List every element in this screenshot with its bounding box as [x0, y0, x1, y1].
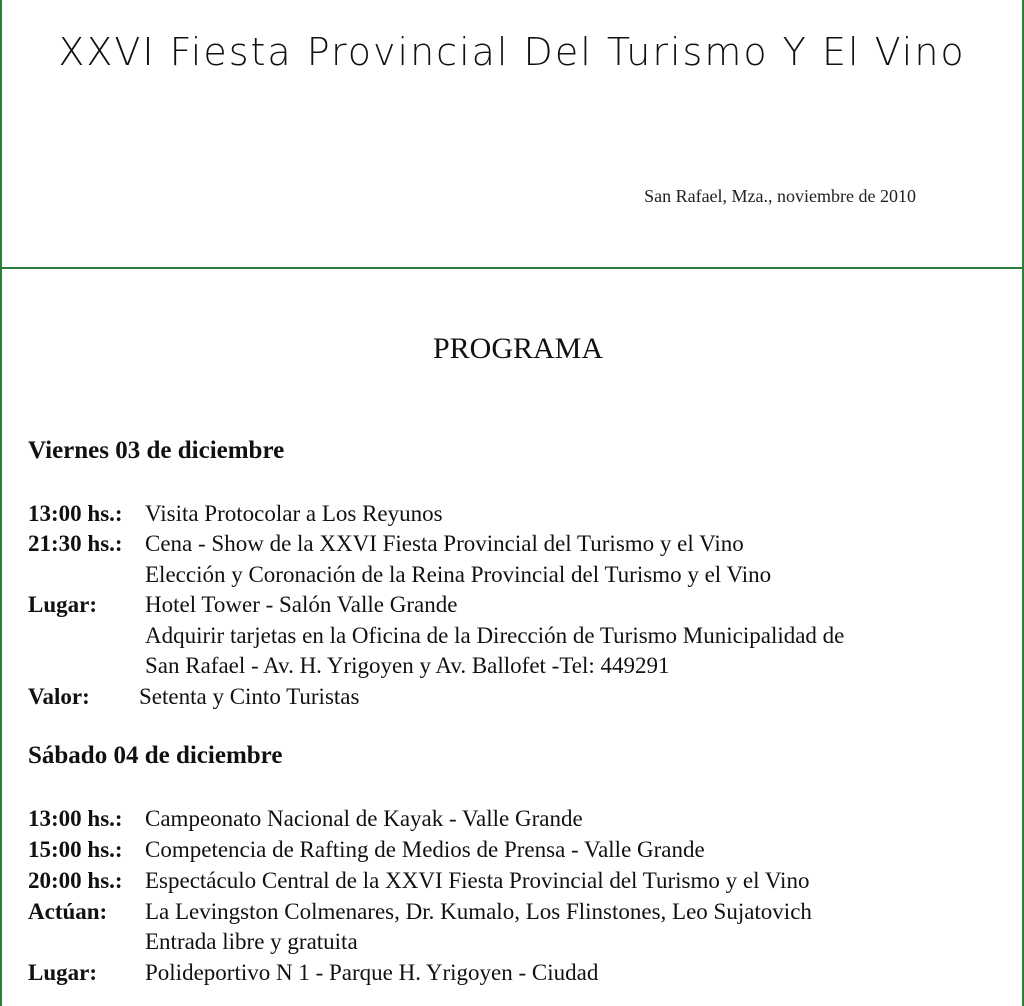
schedule-row [28, 682, 1018, 712]
schedule-row [28, 560, 1018, 590]
left-border [0, 0, 2, 1006]
schedule-row [28, 927, 1018, 957]
day-title-friday: Viernes 03 de diciembre [28, 437, 285, 464]
row-text: Polideportivo N 1 - Parque H. Yrigoyen - Ciudad [145, 960, 599, 985]
schedule-row [28, 499, 1018, 529]
row-text: Campeonato Nacional de Kayak - Valle Grande [145, 806, 583, 831]
day-title-saturday: Sábado 04 de diciembre [28, 742, 283, 769]
row-label: 15:00 hs.: [28, 837, 123, 862]
row-text: Cena - Show de la XXVI Fiesta Provincial del Turismo y el Vino [145, 531, 744, 556]
row-text: San Rafael - Av. H. Yrigoyen y Av. Ballofet -Tel: 449291 [145, 653, 670, 678]
row-text: Espectáculo Central de la XXVI Fiesta Provincial del Turismo y el Vino [145, 868, 810, 893]
row-text: Elección y Coronación de la Reina Provincial del Turismo y el Vino [145, 562, 772, 587]
row-label: Valor: [28, 684, 90, 709]
row-text: Entrada libre y gratuita [145, 929, 358, 954]
row-label: Lugar: [28, 960, 97, 985]
program-heading: PROGRAMA [432, 332, 604, 365]
row-text: Adquirir tarjetas en la Oficina de la Dirección de Turismo Municipalidad de [145, 623, 845, 648]
row-text: Setenta y Cinto Turistas [139, 684, 360, 709]
schedule-row [28, 529, 1018, 559]
schedule-row [28, 621, 1018, 651]
schedule-row [28, 590, 1018, 620]
row-text: La Levingston Colmenares, Dr. Kumalo, Los Flinstones, Leo Sujatovich [145, 899, 812, 924]
dateline: San Rafael, Mza., noviembre de 2010 [644, 186, 916, 206]
row-text: Hotel Tower - Salón Valle Grande [145, 592, 458, 617]
schedule-row [28, 866, 1018, 896]
section-divider [0, 267, 1024, 269]
row-label: 20:00 hs.: [28, 868, 123, 893]
schedule-row [28, 651, 1018, 681]
row-label: 13:00 hs.: [28, 501, 123, 526]
document-title: XXVI Fiesta Provincial Del Turismo Y El Vino [58, 30, 966, 74]
row-label: Actúan: [28, 899, 108, 924]
row-text: Competencia de Rafting de Medios de Prensa - Valle Grande [145, 837, 705, 862]
schedule-row [28, 804, 1018, 834]
row-label: 21:30 hs.: [28, 531, 123, 556]
row-label: 13:00 hs.: [28, 806, 123, 831]
schedule-row [28, 958, 1018, 988]
schedule-row [28, 835, 1018, 865]
row-text: Visita Protocolar a Los Reyunos [145, 501, 443, 526]
schedule-row [28, 897, 1018, 927]
row-label: Lugar: [28, 592, 97, 617]
